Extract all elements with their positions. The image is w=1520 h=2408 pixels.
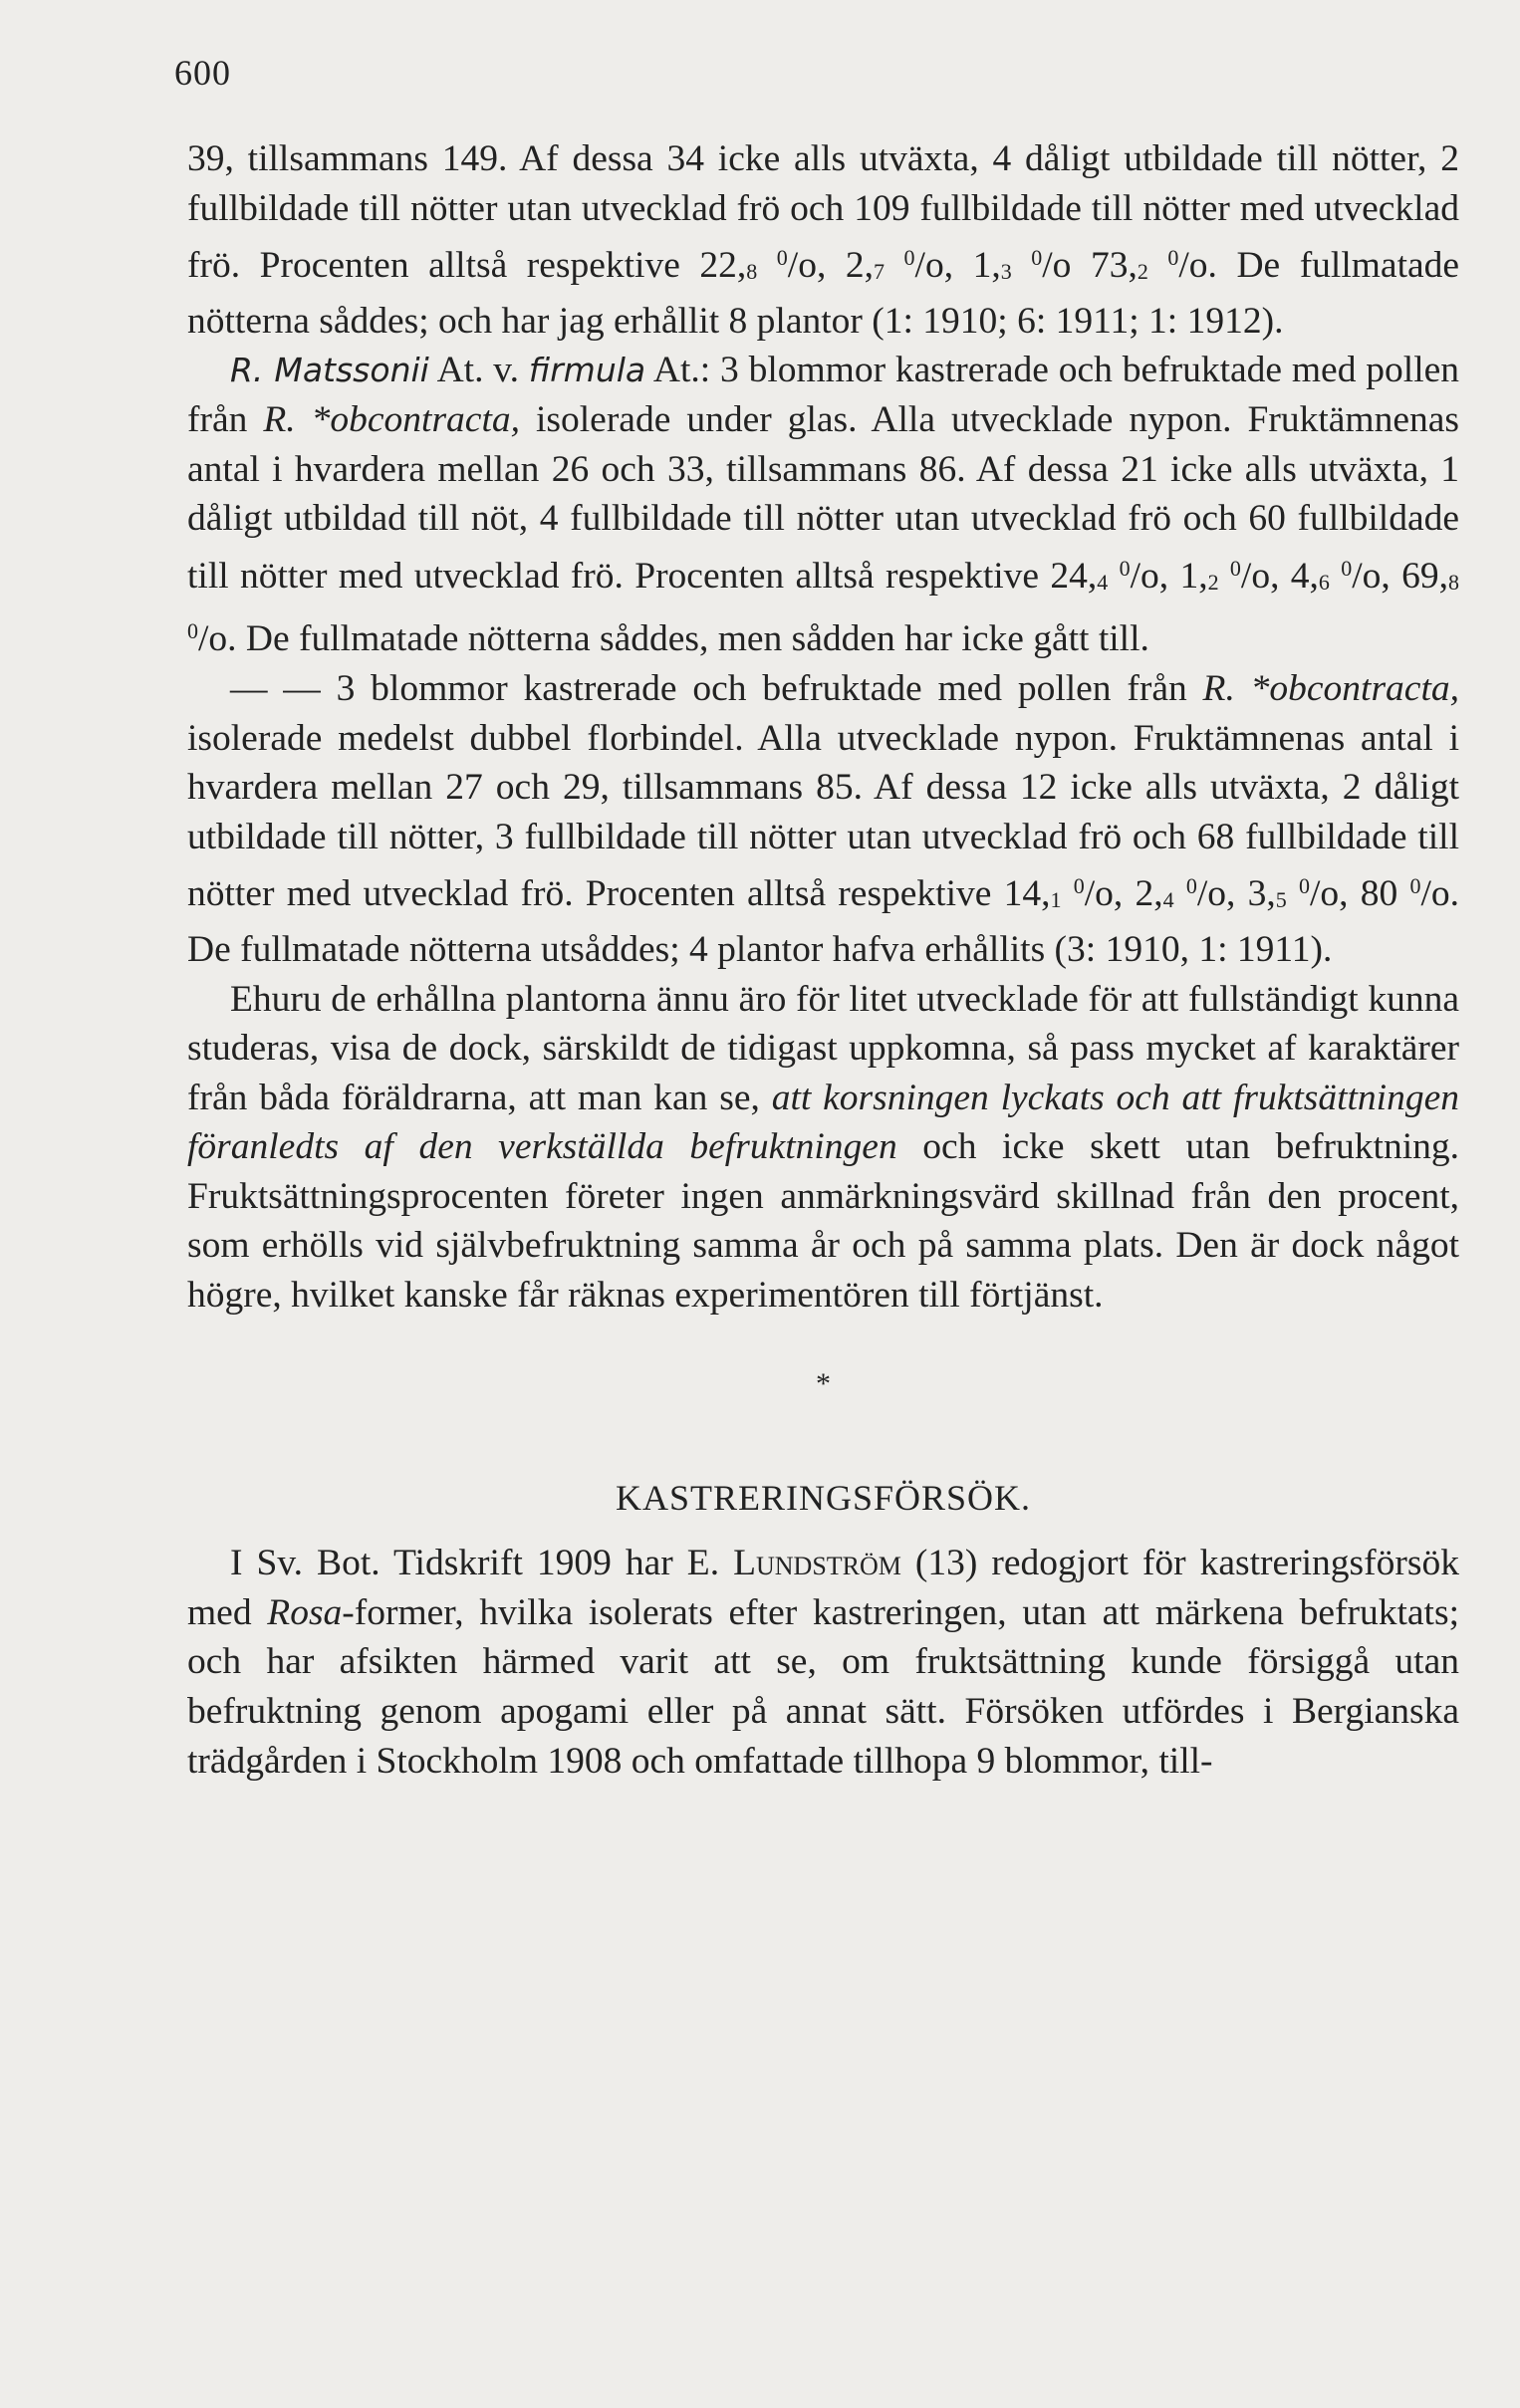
decimal-digit: 4 [1097, 569, 1109, 595]
text-run [757, 245, 777, 286]
body-text [187, 134, 1459, 1786]
text-run [885, 245, 904, 286]
text-run [1287, 873, 1299, 914]
taxon-name: Rosa [267, 1591, 343, 1633]
taxon-name: firmula [528, 351, 646, 390]
decimal-digit: 3 [1000, 259, 1012, 285]
text-run: /o. De fullmatade nötterna såddes; och har jag erhållit 8 plantor (1: 1910; 6: 1911; 1: 1912). [187, 245, 1460, 342]
decimal-digit: 1 [1050, 887, 1062, 913]
text-run: Ehuru de erhållna plantorna ännu äro för litet utvecklade för att fullständigt kunna studeras, visa de dock, särskildt de tidigast uppkomna, så pass mycket af karaktärer från båda föräldrarna, att man kan se, [187, 978, 1459, 1118]
percent-sup: 0 [1119, 555, 1131, 581]
taxon-name: R. *obcontracta, [1202, 667, 1459, 709]
paragraph-2 [187, 346, 1459, 664]
percent-sup: 0 [1299, 873, 1310, 899]
text-run: -former, hvilka isolerats efter kastreringen, utan att märkena befruktats; och har afsikten härmed varit att se, om fruktsättning kunde försiggå utan befruktning genom apogami eller på annat sätt. Försöken utfördes i Bergianska trädgården i Stockholm 1908 och omfattade tillhopa 9 blommor, till- [187, 1591, 1459, 1782]
decimal-digit: 2 [1207, 569, 1219, 595]
percent-sup: 0 [1167, 245, 1179, 271]
text-run: /o, 80 [1310, 873, 1410, 915]
text-run [1330, 556, 1341, 597]
emphasis: att korsningen lyckats och att fruktsättningen föranledts af den verkställda befruktningen [187, 1077, 1459, 1168]
decimal-digit: 8 [1448, 569, 1459, 595]
percent-sup: 0 [776, 245, 788, 271]
percent-sup: 0 [187, 618, 198, 644]
text-run: (13) redogjort för kastreringsförsök med [187, 1543, 1459, 1633]
taxon-name: R. *obcontracta, [263, 398, 520, 440]
text-run [1062, 873, 1074, 914]
text-run [1174, 873, 1186, 914]
text-run: och icke skett utan befruktning. Fruktsättningsprocenten företer ingen anmärkningsvärd skillnad från den procent, som erhölls vid självbefruktning samma år och på samma plats. Den är dock något högre, hvilket kanske får räknas experimentören till förtjänst. [187, 1126, 1460, 1317]
text-run: /o. De fullmatade nötterna utsåddes; 4 plantor hafva erhållits (3: 1910, 1: 1911). [187, 873, 1460, 970]
decimal-digit: 6 [1318, 569, 1330, 595]
text-run: /o, 4, [1240, 555, 1319, 597]
percent-sup: 0 [1229, 555, 1241, 581]
decimal-digit: 7 [874, 259, 885, 285]
percent-sup: 0 [1341, 555, 1353, 581]
text-run: /o. De fullmatade nötterna såddes, men sådden har icke gått till. [198, 618, 1149, 660]
text-run [1012, 245, 1032, 286]
text-run: I Sv. Bot. Tidskrift 1909 har E. [230, 1543, 734, 1584]
decimal-digit: 4 [1162, 887, 1174, 913]
paragraph-5 [187, 1539, 1459, 1786]
text-run [1148, 245, 1168, 286]
decimal-digit: 2 [1137, 259, 1148, 285]
decimal-digit: 8 [746, 259, 758, 285]
paragraph-3 [187, 664, 1459, 975]
author-name: Lundström [733, 1543, 901, 1584]
text-run: /o, 69, [1352, 555, 1448, 597]
text-run: /o, 2, [787, 245, 874, 287]
page-number: 600 [174, 53, 231, 93]
text-run: At.: 3 blommor kastrerade och befruktade med pollen från [187, 350, 1460, 440]
taxon-name: R. Matssonii [230, 351, 429, 390]
text-run: /o, 2, [1084, 873, 1163, 915]
paragraph-1 [187, 134, 1459, 346]
percent-sup: 0 [1185, 873, 1197, 899]
percent-sup: 0 [1409, 873, 1421, 899]
text-run: /o 73, [1042, 245, 1138, 287]
text-run [1219, 556, 1230, 597]
section-heading: KASTRERINGSFÖRSÖK. [615, 1477, 1032, 1518]
section-separator: * [816, 1366, 831, 1400]
text-run: /o, 3, [1196, 873, 1276, 915]
text-run: isolerade medelst dubbel florbindel. Alla utvecklade nypon. Fruktämnenas antal i hvardera mellan 27 och 29, tillsammans 85. Af dessa 12 icke alls utväxta, 2 dåligt utbildade till nötter, 3 fullbildade till nötter utan utvecklad frö och 68 fullbildade till nötter med utvecklad frö. Procenten alltså respektive 14, [187, 717, 1459, 915]
text-run [1108, 556, 1119, 597]
text-run: 39, tillsammans 149. Af dessa 34 icke alls utväxta, 4 dåligt utbildade till nötter, 2 fullbildade till nötter utan utvecklad frö och 109 fullbildade till nötter med utvecklad frö. Procenten alltså respektive 22, [187, 138, 1459, 287]
percent-sup: 0 [1031, 245, 1043, 271]
text-run: 3 blommor kastrerade och befruktade med pollen från [320, 667, 1203, 709]
text-run: /o, 1, [1130, 555, 1208, 597]
text-run: /o, 1, [914, 245, 1001, 287]
text-run: isolerade under glas. Alla utvecklade nypon. Fruktämnenas antal i hvardera mellan 26 och 33, tillsammans 86. Af dessa 21 icke alls utväxta, 1 dåligt utbildad till nöt, 4 fullbildade till nötter utan utvecklad frö och 60 fullbildade till nötter med utvecklad frö. Procenten alltså respektive 24, [187, 398, 1459, 597]
ditto-dash: — — [230, 667, 321, 709]
percent-sup: 0 [903, 245, 915, 271]
text-run: At. v. [428, 350, 529, 391]
decimal-digit: 5 [1275, 887, 1287, 913]
percent-sup: 0 [1073, 873, 1085, 899]
paragraph-4 [187, 975, 1459, 1321]
